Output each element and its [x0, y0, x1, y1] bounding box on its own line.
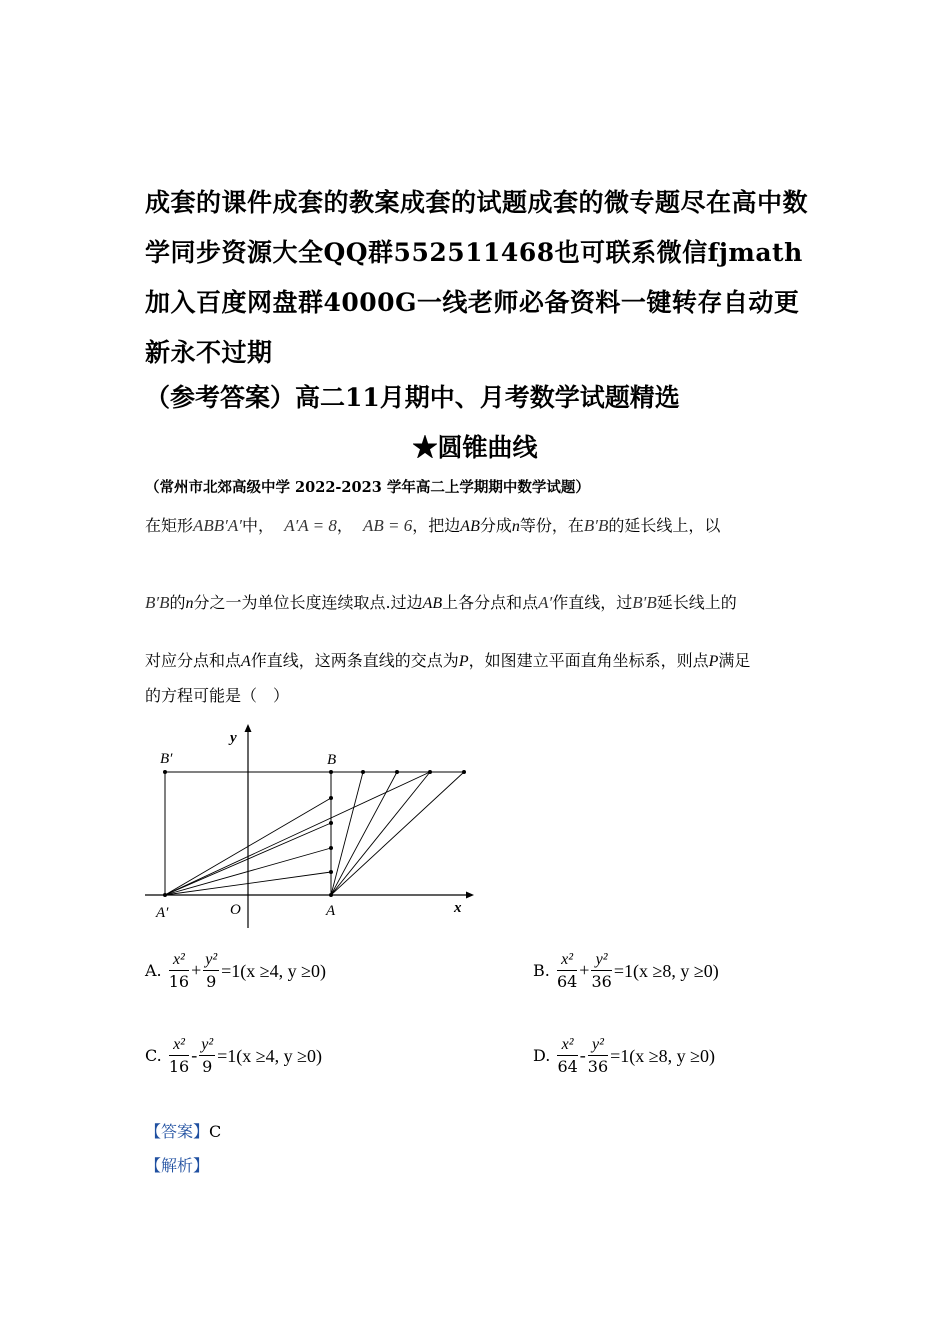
- answer-label: 【答案】: [145, 1122, 210, 1141]
- analysis-line: [145, 1153, 209, 1176]
- analysis-label: 【解析】: [145, 1156, 210, 1175]
- point-ext-4: [462, 770, 466, 774]
- answer-value: C: [209, 1122, 222, 1141]
- label-B: B: [327, 752, 337, 768]
- label-Ap: A′: [156, 905, 169, 921]
- point-div-1: [329, 796, 333, 800]
- point-B: [329, 770, 333, 774]
- point-Bp: [163, 770, 167, 774]
- point-ext-3: [428, 770, 432, 774]
- label-Bp: B′: [160, 751, 173, 767]
- option-b[interactable]: B. $\frac{\text{x²}}{64}$ + $\frac{\text{y²}}{36}$ =1(x ≥8, y ≥0): [533, 951, 719, 991]
- line-A-3: [331, 772, 430, 895]
- point-A: [329, 893, 333, 897]
- problem-line-2: B′B的n分之一为单位长度连续取点.过边AB上各分点和点A′作直线，过B′B延长线上的: [145, 593, 737, 612]
- point-div-3: [329, 846, 333, 850]
- option-d[interactable]: D. $\frac{\text{x²}}{64}$ - $\frac{\text{y²}}{36}$ =1(x ≥8, y ≥0): [533, 1036, 716, 1076]
- x-axis-arrow: [466, 892, 474, 899]
- y-axis-arrow: [245, 724, 252, 732]
- line-A-2: [331, 772, 397, 895]
- line-A-1: [331, 772, 363, 895]
- line-A-4: [331, 772, 464, 895]
- point-div-4: [329, 870, 333, 874]
- label-y: y: [230, 730, 237, 746]
- geometry-figure: [140, 722, 480, 932]
- label-A: A: [326, 903, 336, 919]
- option-c[interactable]: C. $\frac{\text{x²}}{16}$ - $\frac{\text{y²}}{9}$ =1(x ≥4, y ≥0): [145, 1036, 323, 1076]
- option-a[interactable]: A. $\frac{\text{x²}}{16}$ + $\frac{\text{y²}}{9}$ =1(x ≥4, y ≥0): [145, 951, 327, 991]
- point-div-2: [329, 821, 333, 825]
- answer-line: [145, 1119, 221, 1142]
- problem-line-1: 在矩形ABB′A′中， A′A = 8， AB = 6，把边AB分成n等份，在B′B的延长线上，以: [145, 516, 721, 535]
- point-ext-2: [395, 770, 399, 774]
- problem-line-4: 的方程可能是（ ）: [145, 686, 290, 705]
- document-subtitle: （参考答案）高二11月期中、月考数学试题精选: [145, 383, 680, 412]
- point-Ap: [163, 893, 167, 897]
- resource-banner: 成套的课件成套的教案成套的试题成套的微专题尽在高中数学同步资源大全QQ群552511468也可联系微信fjmath加入百度网盘群4000G一线老师必备资料一键转存自动更新永不过期: [145, 188, 809, 367]
- section-title: ★圆锥曲线: [412, 433, 538, 462]
- label-x: x: [454, 900, 462, 916]
- problem-line-3: 对应分点和点A作直线，这两条直线的交点为P，如图建立平面直角坐标系，则点P满足: [145, 651, 751, 670]
- problem-source: （常州市北郊高级中学 2022-2023 学年高二上学期期中数学试题）: [145, 479, 590, 496]
- point-ext-1: [361, 770, 365, 774]
- label-O: O: [230, 902, 241, 918]
